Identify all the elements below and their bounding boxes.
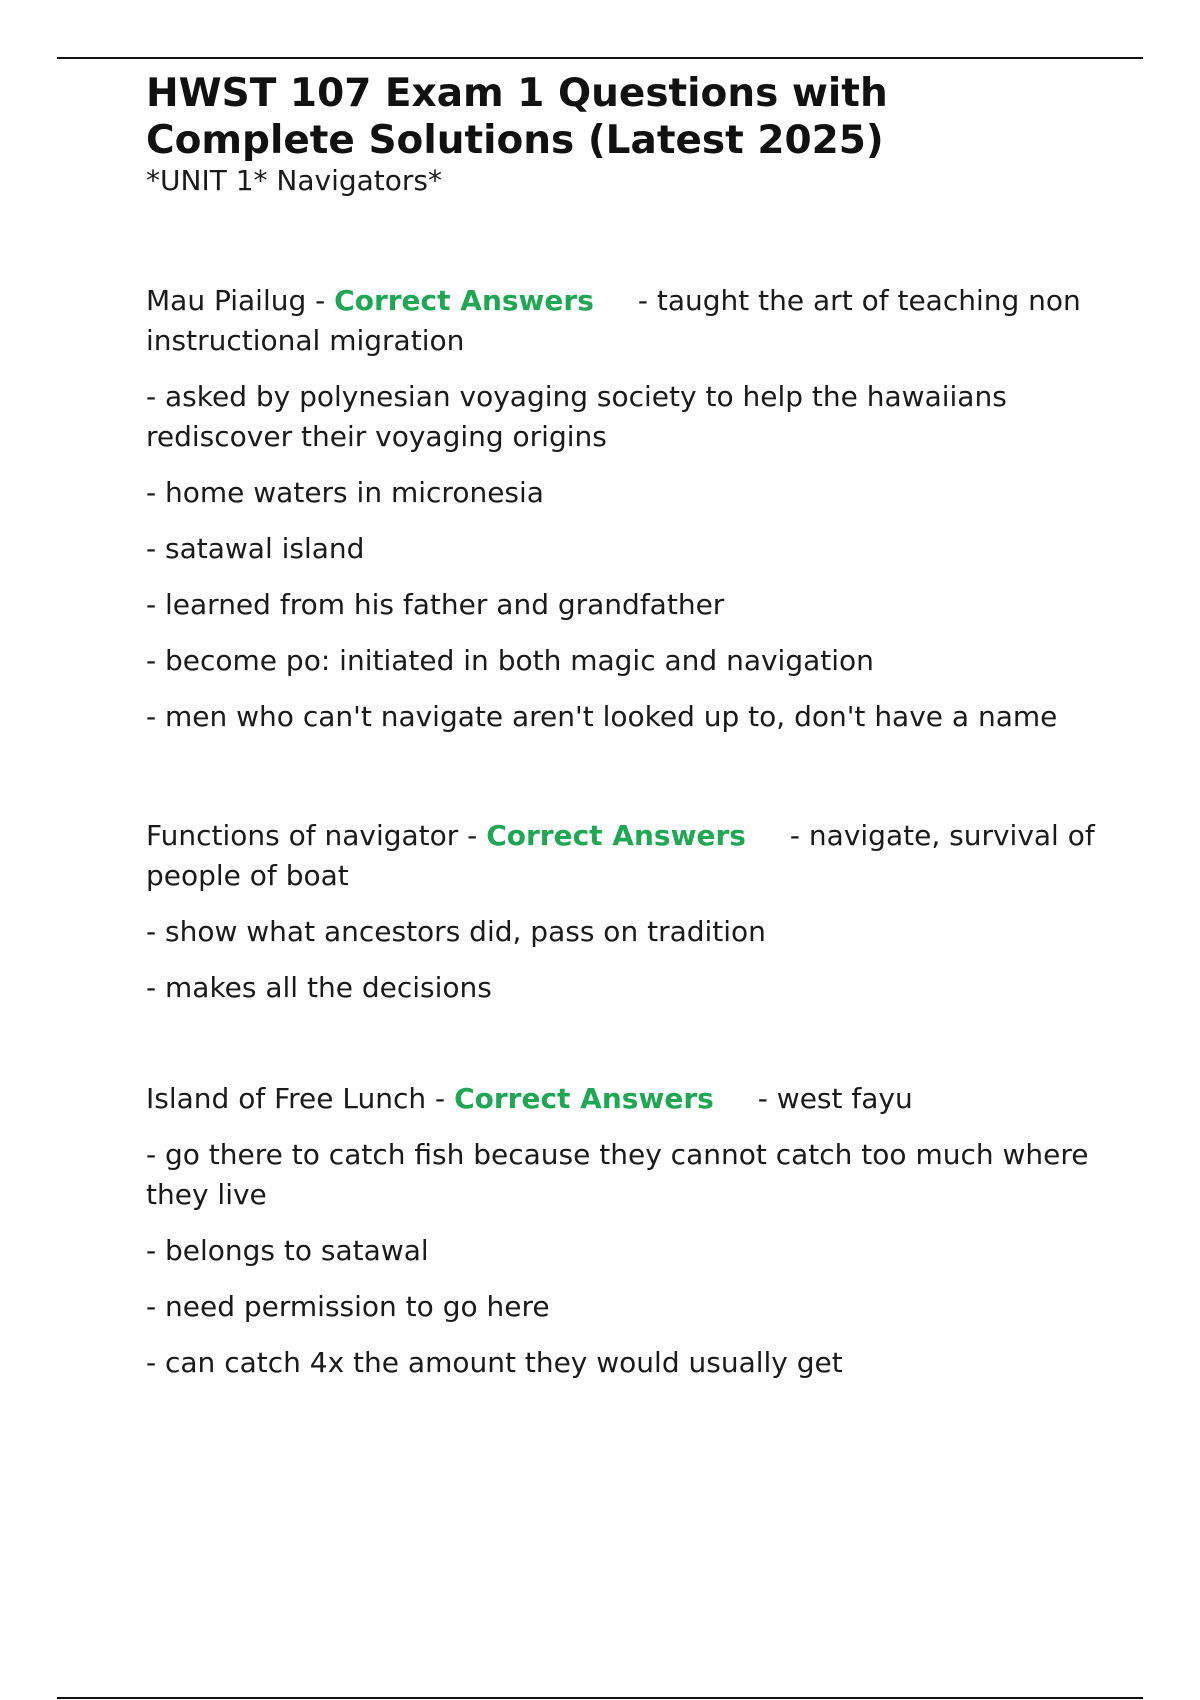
qa-term: Mau Piailug bbox=[146, 284, 307, 317]
bottom-rule bbox=[57, 1697, 1143, 1699]
qa-bullet: - learned from his father and grandfather bbox=[146, 588, 725, 621]
document-subtitle: *UNIT 1* Navigators* bbox=[146, 164, 443, 197]
qa-bullet: - need permission to go here bbox=[146, 1290, 550, 1323]
qa-question-line bbox=[146, 1079, 1106, 1119]
qa-bullet: - go there to catch fish because they cannot catch too much where they live bbox=[146, 1138, 1089, 1211]
title-line-1: HWST 107 Exam 1 Questions with bbox=[146, 71, 888, 116]
correct-answers-label: Correct Answers bbox=[454, 1082, 714, 1115]
title-line-2: Complete Solutions (Latest 2025) bbox=[146, 118, 884, 163]
qa-bullet: - makes all the decisions bbox=[146, 971, 492, 1004]
qa-separator: - bbox=[426, 1082, 455, 1115]
qa-bullet: - home waters in micronesia bbox=[146, 476, 544, 509]
correct-answers-label: Correct Answers bbox=[334, 284, 594, 317]
qa-separator: - bbox=[306, 284, 335, 317]
qa-bullet: - satawal island bbox=[146, 532, 365, 565]
qa-bullet: - men who can't navigate aren't looked up to, don't have a name bbox=[146, 700, 1058, 733]
qa-question-line bbox=[146, 816, 1106, 896]
qa-bullet: - show what ancestors did, pass on tradition bbox=[146, 915, 766, 948]
qa-first-answer: - taught the art of teaching non instructional migration bbox=[146, 284, 1081, 357]
qa-block-functions-of-navigator bbox=[146, 816, 1106, 1008]
qa-question-line bbox=[146, 281, 1106, 361]
qa-bullet: - become po: initiated in both magic and navigation bbox=[146, 644, 874, 677]
qa-first-answer: - west fayu bbox=[757, 1082, 913, 1115]
qa-block-island-of-free-lunch bbox=[146, 1079, 1106, 1383]
qa-block-mau-piailug bbox=[146, 281, 1106, 737]
qa-bullet: - asked by polynesian voyaging society to help the hawaiians rediscover their voyaging origins bbox=[146, 380, 1007, 453]
qa-separator: - bbox=[458, 819, 487, 852]
document-title bbox=[146, 70, 1106, 164]
qa-first-answer: - navigate, survival of people of boat bbox=[146, 819, 1095, 892]
document-page bbox=[146, 70, 1106, 1399]
qa-term: Functions of navigator bbox=[146, 819, 459, 852]
correct-answers-label: Correct Answers bbox=[486, 819, 746, 852]
qa-term: Island of Free Lunch bbox=[146, 1082, 427, 1115]
top-rule bbox=[57, 57, 1143, 59]
qa-bullet: - belongs to satawal bbox=[146, 1234, 429, 1267]
qa-bullet: - can catch 4x the amount they would usually get bbox=[146, 1346, 843, 1379]
